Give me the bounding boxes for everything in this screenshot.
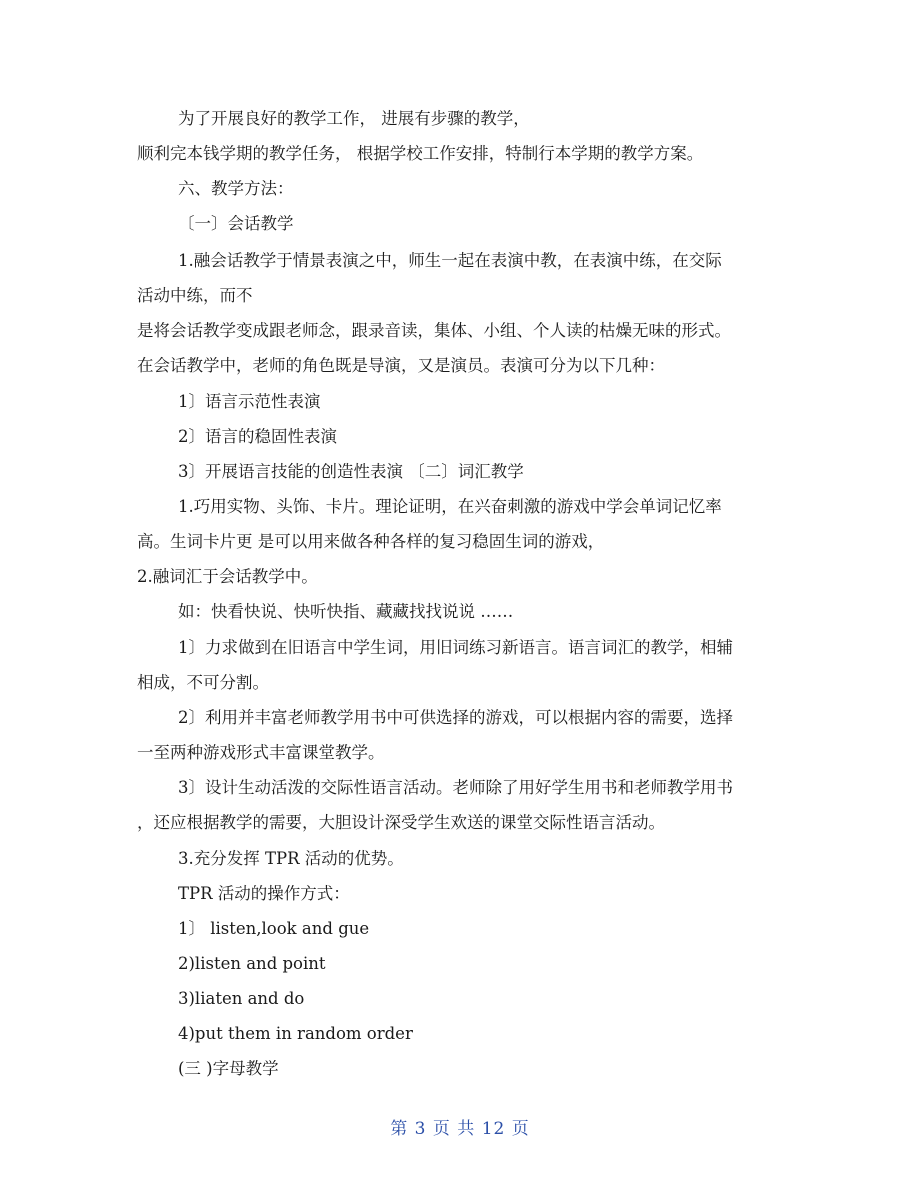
list-item: 2)listen and point [178,954,326,973]
list-item: 3)liaten and do [178,989,305,1008]
list-item: 1〕力求做到在旧语言中学生词，用旧词练习新语言。语言词汇的教学，相辅 [178,638,733,657]
list-item: 1〕语言示范性表演 [178,392,321,411]
list-item: 1〕 listen,look and gue [178,919,370,938]
list-item: 3〕开展语言技能的创造性表演 〔二〕词汇教学 [178,462,524,481]
text-line: 在会话教学中，老师的角色既是导演，又是演员。表演可分为以下几种： [137,356,665,375]
text-line: 3.充分发挥 TPR 活动的优势。 [178,849,404,868]
text-line: 如：快看快说、快听快指、藏藏找找说说 …… [178,602,514,621]
list-item: 3〕设计生动活泼的交际性语言活动。老师除了用好学生用书和老师教学用书 [178,778,733,797]
text-line: 为了开展良好的教学工作， 进展有步骤的教学， [178,109,530,128]
text-line: 相成，不可分割。 [137,673,269,692]
list-item: 2〕利用并丰富老师教学用书中可供选择的游戏，可以根据内容的需要，选择 [178,708,733,727]
subsection-heading: 〔一〕会话教学 [178,214,294,233]
text-line: 一至两种游戏形式丰富课堂教学。 [137,743,385,762]
list-item: 4)put them in random order [178,1024,413,1043]
text-line: 高。生词卡片更 是可以用来做各种各样的复习稳固生词的游戏， [137,532,605,551]
text-line: 1.融会话教学于情景表演之中，师生一起在表演中教，在表演中练，在交际 [178,251,722,270]
list-item: 2〕语言的稳固性表演 [178,427,337,446]
text-line: 活动中练，而不 [137,286,253,305]
section-heading: 六、教学方法： [178,179,294,198]
text-line: ，还应根据教学的需要，大胆设计深受学生欢送的课堂交际性语言活动。 [137,813,665,832]
subsection-heading: (三 )字母教学 [178,1059,279,1078]
text-line: 顺利完本钱学期的教学任务， 根据学校工作安排，特制行本学期的教学方案。 [137,144,704,163]
page-indicator: 第 3 页 共 12 页 [390,1119,530,1139]
text-line: 2.融词汇于会话教学中。 [137,567,318,586]
text-line: 1.巧用实物、头饰、卡片。理论证明，在兴奋刺激的游戏中学会单词记忆率 [178,497,722,516]
text-line: TPR 活动的操作方式： [178,884,350,903]
text-line: 是将会话教学变成跟老师念，跟录音读，集体、小组、个人读的枯燥无味的形式。 [137,321,731,340]
